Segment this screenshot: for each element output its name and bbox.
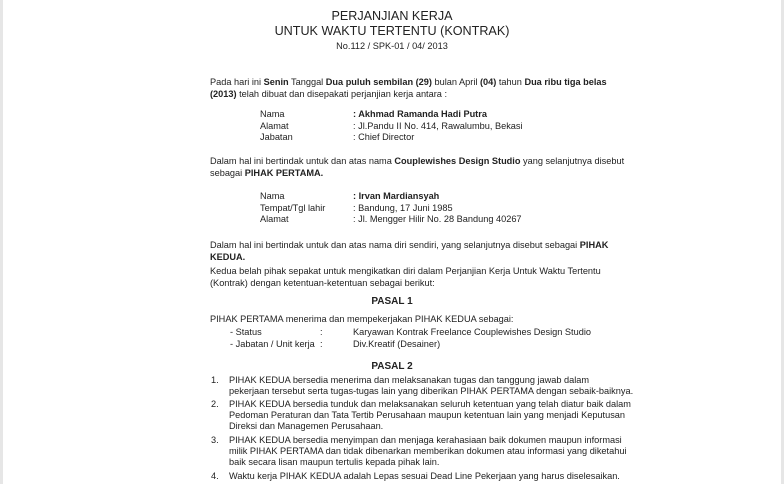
pasal1-status-value: Karyawan Kontrak Freelance Couplewishes Design Studio — [353, 327, 591, 337]
party2-name-label: Nama — [260, 191, 285, 201]
pasal2-item-1-line-2: pekerjaan tersebut serta tugas-tugas lain yang diberikan PIHAK PERTAMA dengan sebaik-baiknya. — [229, 386, 634, 396]
party1-address-value: : Jl.Pandu II No. 414, Rawalumbu, Bekasi — [353, 121, 523, 131]
pasal1-position-sep: : — [320, 339, 323, 349]
document-page — [3, 0, 781, 484]
pasal2-item-2-line-1: PIHAK KEDUA bersedia tunduk dan melaksanakan seluruh ketentuan yang telah diatur baik dalam — [229, 399, 631, 409]
pasal2-item-4-number: 4. — [211, 471, 219, 481]
party2-name-value: : Irvan Mardiansyah — [353, 191, 440, 201]
pasal1-position-label: - Jabatan / Unit kerja — [230, 339, 315, 349]
party2-address-label: Alamat — [260, 214, 289, 224]
party1-position-label: Jabatan — [260, 132, 293, 142]
pasal1-intro: PIHAK PERTAMA menerima dan mempekerjakan PIHAK KEDUA sebagai: — [210, 314, 514, 324]
pasal1-status-sep: : — [320, 327, 323, 337]
document-subtitle: UNTUK WAKTU TERTENTU (KONTRAK) — [274, 24, 510, 38]
document-title: PERJANJIAN KERJA — [331, 9, 453, 23]
pasal2-item-3-number: 3. — [211, 435, 219, 445]
pasal2-item-2-line-3: Direksi dan Managemen Perusahaan. — [229, 421, 384, 431]
opening-line-1: Pada hari ini Senin Tanggal Dua puluh sembilan (29) bulan April (04) tahun Dua ribu tiga belas — [210, 77, 607, 87]
pasal1-status-label: - Status — [230, 327, 262, 337]
pasal2-heading: PASAL 2 — [371, 361, 413, 372]
document-number: No.112 / SPK-01 / 04/ 2013 — [336, 41, 448, 51]
pasal2-item-1-line-1: PIHAK KEDUA bersedia menerima dan melaksanakan tugas dan tanggung jawab dalam — [229, 375, 590, 385]
agreement-line-2: (Kontrak) dengan ketentuan-ketentuan sebagai berikut: — [210, 278, 435, 288]
pasal2-item-2-line-2: Pedoman Peraturan dan Tata Tertib Perusahaan maupun ketentuan lain yang menjadi Keputusan — [229, 410, 626, 420]
agreement-line-1: Kedua belah pihak sepakat untuk mengikatkan diri dalam Perjanjian Kerja Untuk Waktu Tertentu — [210, 266, 601, 276]
party2-birth-value: : Bandung, 17 Juni 1985 — [353, 203, 453, 213]
party1-name-value: : Akhmad Ramanda Hadi Putra — [353, 109, 487, 119]
opening-line-2: (2013) telah dibuat dan disepakati perjanjian kerja antara : — [210, 89, 447, 99]
pasal1-position-value: Div.Kreatif (Desainer) — [353, 339, 441, 349]
pasal1-heading: PASAL 1 — [371, 296, 413, 307]
party2-address-value: : Jl. Mengger Hilir No. 28 Bandung 40267 — [353, 214, 522, 224]
pasal2-item-3-line-2: milik PIHAK PERTAMA dan tidak dibenarkan memberikan dokumen atau informasi yang diketahui — [229, 446, 627, 456]
pasal2-item-3-line-1: PIHAK KEDUA bersedia menyimpan dan menjaga kerahasiaan baik dokumen maupun informasi — [229, 435, 622, 445]
pasal2-item-3-line-3: baik secara lisan maupun tertulis kepada pihak lain. — [229, 457, 440, 467]
party2-desc-line-1: Dalam hal ini bertindak untuk dan atas nama diri sendiri, yang selanjutnya disebut sebagai PIHAK — [210, 240, 609, 250]
pasal2-item-4-line-1: Waktu kerja PIHAK KEDUA adalah Lepas sesuai Dead Line Pekerjaan yang harus diselesaikan. — [229, 471, 620, 481]
pasal2-item-1-number: 1. — [211, 375, 219, 385]
party1-desc-line-1: Dalam hal ini bertindak untuk dan atas nama Couplewishes Design Studio yang selanjutnya disebut — [210, 156, 625, 166]
party1-name-label: Nama — [260, 109, 285, 119]
party1-desc-line-2: sebagai PIHAK PERTAMA. — [210, 168, 324, 178]
party1-address-label: Alamat — [260, 121, 289, 131]
party1-position-value: : Chief Director — [353, 132, 415, 142]
pasal2-item-2-number: 2. — [211, 399, 219, 409]
party2-desc-line-2: KEDUA. — [210, 252, 246, 262]
party2-birth-label: Tempat/Tgl lahir — [260, 203, 326, 213]
